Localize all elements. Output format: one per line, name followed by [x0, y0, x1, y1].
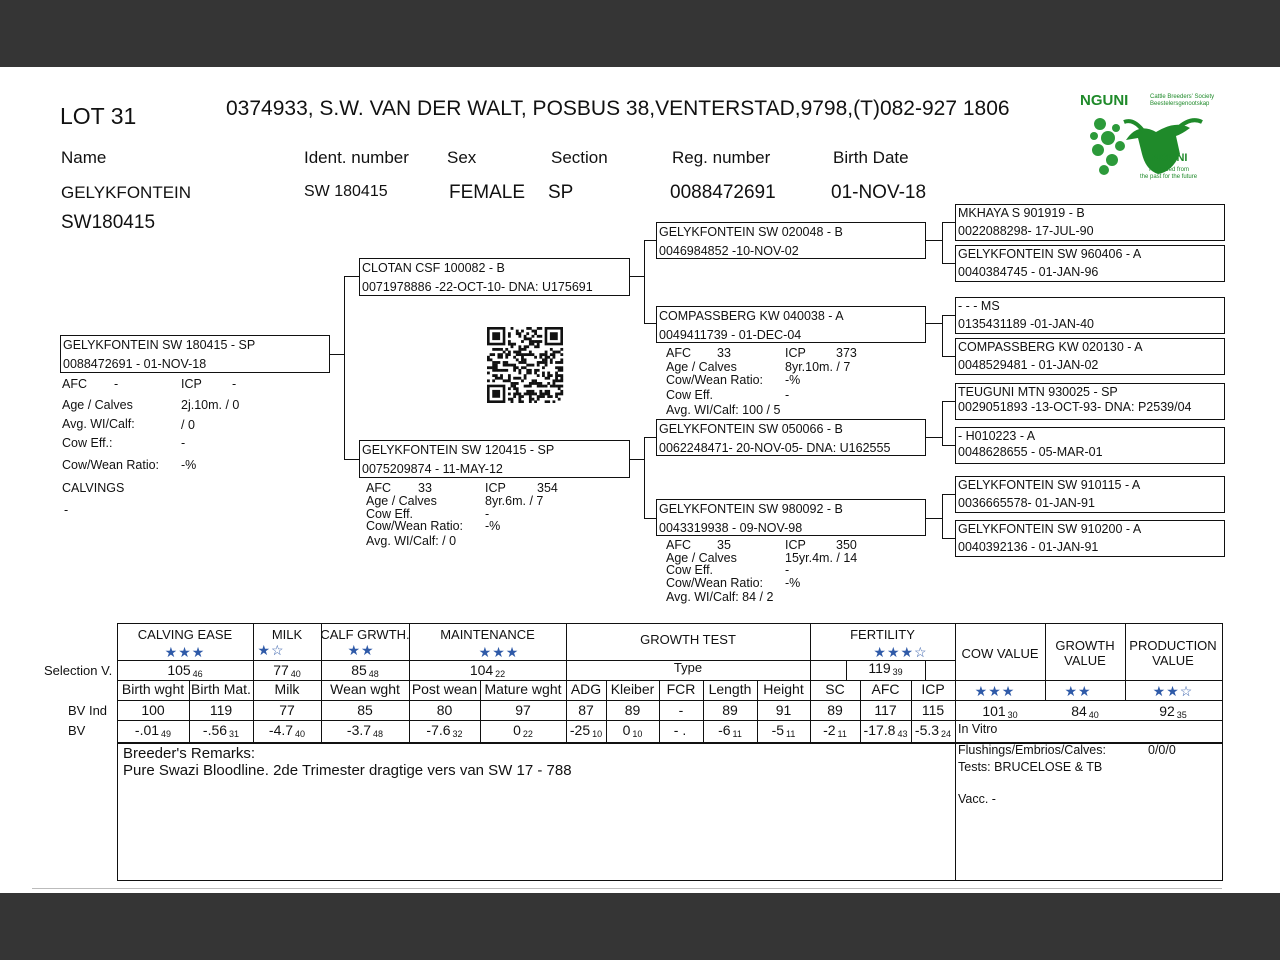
animal-ident: SW 180415	[304, 183, 388, 200]
pedigree-ggp-2[interactable]	[955, 245, 1225, 282]
subject-avg-label: Avg. WI/Calf:	[62, 417, 135, 431]
bv-ind-cell: 91	[775, 702, 792, 718]
dam-afc: 33	[418, 481, 432, 495]
ggp-line2: 0022088298- 17-JUL-90	[958, 224, 1094, 238]
bv-ind-cell: 97	[515, 702, 531, 718]
sd-avg: Avg. WI/Calf: 100 / 5	[666, 403, 781, 417]
bv-cell: -25 $_{10}$	[569, 722, 603, 739]
table-line	[117, 720, 1223, 721]
bv-cell: -6 $_{11}$	[718, 722, 742, 739]
table-line	[955, 680, 1223, 681]
row-label-bv: BV	[68, 723, 86, 738]
bv-ind-cell: 85	[357, 702, 373, 718]
dam-wean: -%	[485, 519, 501, 533]
animal-reg: 0088472691	[670, 182, 776, 203]
bv-cell: -.01 $_{49}$	[134, 722, 172, 739]
dd-line1: GELYKFONTEIN SW 980092 - B	[659, 502, 843, 516]
tests: Tests: BRUCELOSE & TB	[958, 760, 1103, 774]
ds-line1: GELYKFONTEIN SW 050066 - B	[659, 422, 843, 436]
label-reg: Reg. number	[672, 148, 771, 167]
connector	[942, 494, 956, 495]
dam-icp-label: ICP	[485, 481, 506, 495]
bv-ind-cell: 89	[722, 702, 738, 718]
label-ident: Ident. number	[304, 148, 409, 167]
dam-wean-label: Cow/Wean Ratio:	[366, 519, 464, 533]
logo-tagline-2: the past for the future	[1140, 174, 1198, 180]
subject-avg: / 0	[181, 418, 195, 432]
sd-line1: COMPASSBERG KW 040038 - A	[659, 309, 844, 323]
column-header: FCR	[666, 681, 696, 697]
connector	[942, 356, 956, 357]
top-bar	[0, 0, 1280, 67]
connector	[926, 323, 942, 324]
animal-birth: 01-NOV-18	[831, 182, 927, 203]
remarks-text: Pure Swazi Bloodline. 2de Trimester dragtige vers van SW 17 - 788	[123, 762, 572, 779]
bv-ind-cell: 89	[827, 702, 843, 718]
pedigree-dam-sire[interactable]	[656, 419, 926, 456]
subject-line2: 0088472691 - 01-NOV-18	[63, 357, 207, 371]
dd-icp: 350	[836, 538, 857, 552]
subject-calvings: -	[64, 503, 69, 517]
logo-name-small: NGUNI	[1152, 152, 1188, 164]
ggp-line1: GELYKFONTEIN SW 910200 - A	[958, 522, 1142, 536]
dd-wean-label: Cow/Wean Ratio:	[666, 576, 764, 590]
column-header: Mature wght	[484, 681, 562, 697]
column-header: Birth Mat.	[191, 681, 251, 697]
dam-cow: -	[485, 507, 490, 521]
bv-ind-cell: 89	[624, 702, 641, 718]
subject-wean: -%	[181, 458, 197, 472]
column-header: ICP	[921, 681, 945, 697]
sd-line2: 0049411739 - 01-DEC-04	[659, 328, 802, 342]
pedigree-ggp-6[interactable]	[955, 427, 1225, 464]
logo-name: NGUNI	[1080, 92, 1129, 109]
bv-cell: -2 $_{11}$	[823, 722, 847, 739]
bv-cell: -5.3 $_{24}$	[914, 722, 952, 739]
column-header: SC	[825, 681, 845, 697]
pedigree-sire-sire[interactable]	[656, 222, 926, 259]
flushings-label: Flushings/Embrios/Calves:	[958, 743, 1106, 757]
animal-section: SP	[548, 182, 574, 203]
dd-age: 15yr.4m. / 14	[785, 551, 858, 565]
connector	[942, 315, 943, 356]
animal-name-2: SW180415	[61, 212, 156, 233]
dd-cow-label: Cow Eff.	[666, 563, 714, 577]
pedigree-ggp-8[interactable]	[955, 520, 1225, 557]
sd-cow: -	[785, 388, 790, 402]
bv-cell: -3.7 $_{48}$	[346, 722, 384, 739]
subject-calvings-label: CALVINGS	[62, 481, 125, 495]
bv-cell: -5 $_{11}$	[771, 722, 796, 739]
ggp-line1: TEUGUNI MTN 930025 - SP	[958, 385, 1118, 399]
pedigree-sire-dam[interactable]	[656, 306, 926, 343]
animal-sex: FEMALE	[449, 182, 526, 203]
ggp-line1: GELYKFONTEIN SW 910115 - A	[958, 478, 1141, 492]
ss-line2: 0046984852 -10-NOV-02	[659, 244, 799, 258]
connector	[942, 494, 943, 538]
connector	[942, 263, 956, 264]
column-header: Height	[763, 681, 804, 697]
stars-calving-ease: ★★★	[164, 644, 206, 660]
logo-society: Cattle Breeders' Society	[1150, 94, 1215, 100]
pedigree-ggp-4[interactable]	[955, 338, 1225, 375]
bv-ind-cell: 115	[921, 702, 945, 718]
breeder-line: 0374933, S.W. VAN DER WALT, POSBUS 38,VENTERSTAD,9798,(T)082-927 1806	[226, 97, 1010, 120]
subject-cow-label: Cow Eff.:	[62, 436, 113, 450]
pedigree-ggp-5[interactable]	[955, 383, 1225, 420]
table-line	[925, 660, 926, 680]
sd-wean-label: Cow/Wean Ratio:	[666, 373, 764, 387]
production-value: 92 $_{35}$	[1159, 703, 1187, 720]
ggp-line1: - - - MS	[958, 299, 1000, 313]
column-header: Length	[708, 681, 752, 697]
bv-cell: -.56 $_{31}$	[202, 722, 240, 739]
bv-cell: - .	[673, 722, 687, 738]
dd-line2: 0043319938 - 09-NOV-98	[659, 521, 803, 535]
connector	[630, 459, 644, 460]
sd-age: 8yr.10m. / 7	[785, 360, 851, 374]
connector	[344, 276, 345, 460]
bv-cell: 0 $_{10}$	[622, 722, 643, 739]
connector	[942, 401, 956, 402]
dd-cow: -	[785, 563, 790, 577]
bv-cell: -4.7 $_{40}$	[268, 722, 306, 739]
ggp-line1: - H010223 - A	[958, 429, 1036, 443]
connector	[942, 222, 956, 223]
column-header: ADG	[570, 681, 602, 697]
subject-wean-label: Cow/Wean Ratio:	[62, 458, 160, 472]
cow-value: 101 $_{30}$	[982, 703, 1018, 720]
dam-age-label: Age / Calves	[366, 494, 437, 508]
dam-avg: Avg. WI/Calf: / 0	[366, 534, 457, 548]
column-header: AFC	[871, 681, 900, 697]
row-label-selection: Selection V.	[44, 663, 113, 678]
stars-maintenance: ★★★	[478, 644, 520, 660]
header-growth-test: GROWTH TEST	[640, 632, 736, 647]
sd-age-label: Age / Calves	[666, 360, 737, 374]
ggp-line1: COMPASSBERG KW 020130 - A	[958, 340, 1143, 354]
dd-wean: -%	[785, 576, 801, 590]
connector	[644, 240, 645, 324]
subject-age: 2j.10m. / 0	[181, 398, 240, 412]
dam-line1: GELYKFONTEIN SW 120415 - SP	[362, 443, 555, 457]
column-header: Wean wght	[330, 681, 400, 697]
ggp-line2: 0135431189 -01-JAN-40	[958, 317, 1094, 331]
header-calf-growth: CALF GRWTH.	[320, 627, 410, 642]
dd-afc: 35	[717, 538, 731, 552]
subject-icp: -	[232, 377, 237, 391]
ggp-line2: 0040384745 - 01-JAN-96	[958, 265, 1099, 279]
dam-age: 8yr.6m. / 7	[485, 494, 544, 508]
sire-line1: CLOTAN CSF 100082 - B	[362, 261, 505, 275]
sd-afc-label: AFC	[666, 346, 691, 360]
header-calving-ease: CALVING EASE	[137, 627, 233, 642]
ggp-line2: 0036665578- 01-JAN-91	[958, 496, 1095, 510]
connector	[344, 276, 360, 277]
column-header: Milk	[274, 681, 300, 697]
header-fertility: FERTILITY	[850, 627, 915, 642]
table-line	[955, 743, 956, 881]
pedigree-ggp-7[interactable]	[955, 476, 1225, 513]
header-production-value: PRODUCTION VALUE	[1129, 638, 1217, 668]
subject-line1: GELYKFONTEIN SW 180415 - SP	[63, 338, 256, 352]
subject-afc-label: AFC	[62, 377, 87, 391]
connector	[926, 518, 942, 519]
remarks-label: Breeder's Remarks:	[123, 745, 256, 762]
bv-cell: -7.6 $_{32}$	[426, 722, 463, 739]
dam-line2: 0075209874 - 11-MAY-12	[362, 462, 503, 476]
ggp-line1: MKHAYA S 901919 - B	[958, 206, 1085, 220]
bv-ind-cell: 77	[279, 702, 295, 718]
subject-afc: -	[114, 377, 119, 391]
pedigree-subject[interactable]	[60, 335, 330, 373]
column-header: Birth wght	[121, 681, 185, 697]
selection-maintenance: 104 $_{22}$	[469, 662, 506, 679]
connector	[942, 538, 956, 539]
connector	[942, 445, 956, 446]
connector	[942, 401, 943, 445]
subject-age-label: Age / Calves	[62, 398, 133, 412]
ggp-line2: 0040392136 - 01-JAN-91	[958, 540, 1099, 554]
connector	[942, 222, 943, 263]
pedigree-ggp-3[interactable]	[955, 297, 1225, 334]
subject-cow: -	[181, 436, 186, 450]
bottom-bar	[0, 893, 1280, 960]
bv-ind-cell: 100	[141, 702, 165, 718]
nguni-logo	[1080, 92, 1220, 194]
page-divider	[32, 888, 1222, 889]
pedigree-sire[interactable]	[359, 258, 630, 296]
label-birth: Birth Date	[833, 148, 909, 167]
bv-ind-cell: 117	[874, 702, 897, 718]
header-growth-value: GROWTH VALUE	[1055, 638, 1115, 668]
stars-fertility: ★★★☆	[873, 644, 928, 660]
label-name: Name	[61, 148, 107, 167]
sire-line2: 0071978886 -22-OCT-10- DNA: U175691	[362, 280, 593, 294]
sd-wean: -%	[785, 373, 801, 387]
stars-milk: ★☆	[257, 642, 285, 658]
connector	[926, 240, 942, 241]
header-milk: MILK	[271, 627, 303, 642]
selection-calving-ease: 105 $_{46}$	[167, 662, 203, 679]
growth-value: 84 $_{40}$	[1071, 703, 1099, 720]
pedigree-dam[interactable]	[359, 440, 630, 478]
stars-calf-growth: ★★	[347, 642, 375, 658]
bv-cell: 0 $_{22}$	[513, 722, 533, 739]
dam-cow-label: Cow Eff.	[366, 507, 414, 521]
dd-age-label: Age / Calves	[666, 551, 737, 565]
sd-afc: 33	[717, 346, 731, 360]
connector	[330, 354, 344, 355]
logo-society-af: Beestelersgenootskap	[1150, 101, 1210, 107]
dd-avg: Avg. WI/Calf: 84 / 2	[666, 590, 774, 604]
label-sex: Sex	[447, 148, 477, 167]
in-vitro-label: In Vitro	[958, 722, 998, 736]
stars-growth-value: ★★	[1064, 683, 1092, 699]
dd-afc-label: AFC	[666, 538, 691, 552]
selection-fertility: 119 $_{39}$	[868, 660, 903, 677]
qr-code-icon	[481, 327, 569, 403]
animal-name: GELYKFONTEIN	[61, 183, 192, 202]
sd-cow-label: Cow Eff.	[666, 388, 714, 402]
sd-icp-label: ICP	[785, 346, 806, 360]
bv-ind-cell: -	[678, 702, 684, 718]
connector	[644, 437, 645, 519]
header-maintenance: MAINTENANCE	[440, 627, 535, 642]
dd-icp-label: ICP	[785, 538, 806, 552]
ggp-line2: 0048628655 - 05-MAR-01	[958, 445, 1103, 459]
ggp-line2: 0048529481 - 01-JAN-02	[958, 358, 1099, 372]
column-header: Post wean	[411, 681, 478, 697]
selection-calf-growth: 85 $_{48}$	[351, 662, 379, 679]
flushings-value: 0/0/0	[1148, 743, 1176, 757]
vaccinations: Vacc. -	[958, 792, 996, 806]
ss-line1: GELYKFONTEIN SW 020048 - B	[659, 225, 843, 239]
dam-afc-label: AFC	[366, 481, 391, 495]
lot-number: LOT 31	[60, 103, 137, 129]
stars-cow-value: ★★★	[974, 683, 1016, 699]
connector	[630, 276, 644, 277]
header-cow-value: COW VALUE	[961, 646, 1039, 661]
row-label-bv-ind: BV Ind	[68, 703, 108, 718]
column-header: Kleiber	[610, 681, 655, 697]
sd-icp: 373	[836, 346, 857, 360]
label-section: Section	[551, 148, 608, 167]
bv-ind-cell: 80	[436, 702, 453, 718]
bv-cell: -17.8 $_{43}$	[863, 722, 908, 739]
connector	[344, 459, 360, 460]
connector	[926, 437, 942, 438]
ds-line2: 0062248471- 20-NOV-05- DNA: U162555	[659, 441, 891, 455]
table-line	[117, 700, 1223, 701]
selection-milk: 77 $_{40}$	[273, 662, 301, 679]
ggp-line1: GELYKFONTEIN SW 960406 - A	[958, 247, 1142, 261]
pedigree-dam-dam[interactable]	[656, 499, 926, 536]
bv-ind-cell: 87	[578, 702, 594, 718]
subject-icp-label: ICP	[181, 377, 202, 391]
ggp-line2: 0029051893 -13-OCT-93- DNA: P2539/04	[958, 400, 1192, 414]
pedigree-ggp-1[interactable]	[955, 204, 1225, 241]
logo-tagline-1: The breed from	[1148, 167, 1190, 173]
header-type: Type	[673, 660, 703, 675]
bv-ind-cell: 119	[209, 702, 233, 718]
dam-icp: 354	[537, 481, 558, 495]
connector	[942, 315, 956, 316]
stars-production-value: ★★☆	[1152, 683, 1194, 699]
